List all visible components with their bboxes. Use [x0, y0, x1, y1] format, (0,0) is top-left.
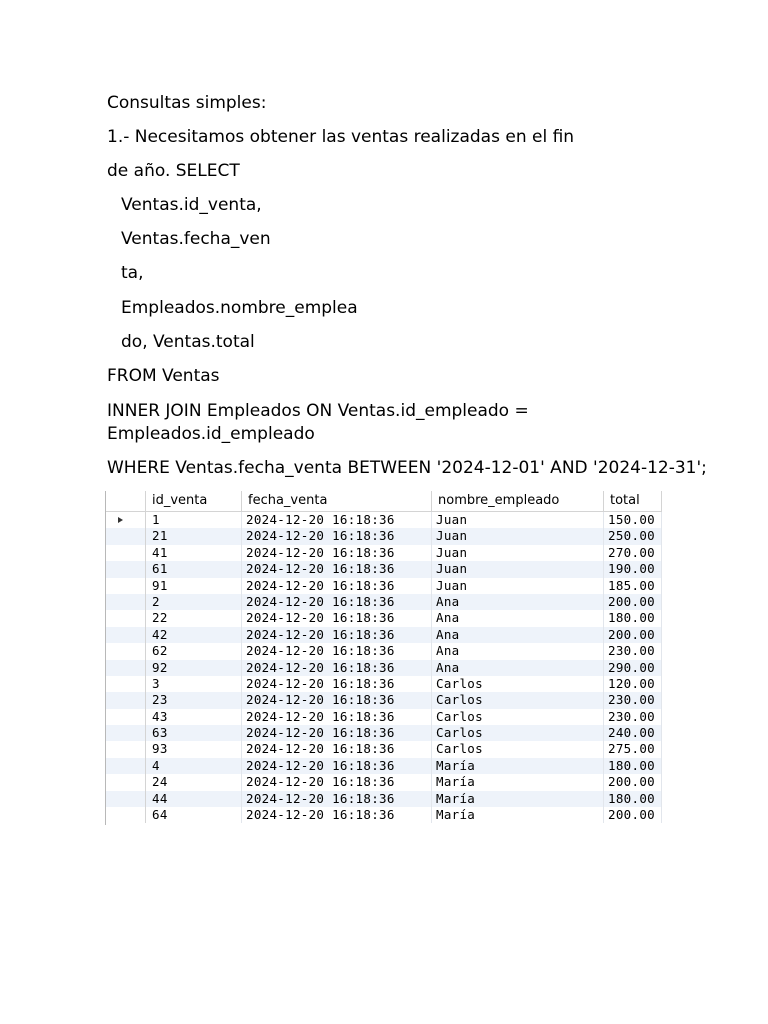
cell-nombre-empleado[interactable]: María: [432, 791, 604, 807]
header-selector: [106, 491, 146, 511]
cell-nombre-empleado[interactable]: Carlos: [432, 676, 604, 692]
sql-select-fecha-1: Ventas.fecha_ven: [121, 229, 271, 249]
row-selector[interactable]: [106, 610, 146, 626]
cell-id-venta[interactable]: 64: [146, 807, 242, 823]
table-row[interactable]: [106, 627, 662, 643]
cell-fecha-venta[interactable]: 2024-12-20 16:18:36: [242, 774, 432, 790]
cell-fecha-venta[interactable]: 2024-12-20 16:18:36: [242, 528, 432, 544]
cell-total[interactable]: 190.00: [604, 561, 662, 577]
table-row[interactable]: [106, 528, 662, 544]
grid-body: [106, 512, 662, 823]
cell-id-venta[interactable]: 91: [146, 578, 242, 594]
table-row[interactable]: [106, 774, 662, 790]
cell-fecha-venta[interactable]: 2024-12-20 16:18:36: [242, 676, 432, 692]
cell-total[interactable]: 200.00: [604, 627, 662, 643]
cell-nombre-empleado[interactable]: Juan: [432, 528, 604, 544]
table-row[interactable]: [106, 561, 662, 577]
row-selector[interactable]: [106, 512, 146, 528]
cell-total[interactable]: 180.00: [604, 610, 662, 626]
cell-total[interactable]: 150.00: [604, 512, 662, 528]
cell-nombre-empleado[interactable]: María: [432, 758, 604, 774]
column-header-total[interactable]: total: [604, 491, 662, 511]
cell-total[interactable]: 270.00: [604, 545, 662, 561]
cell-id-venta[interactable]: 2: [146, 594, 242, 610]
row-selector[interactable]: [106, 741, 146, 757]
cell-nombre-empleado[interactable]: Carlos: [432, 725, 604, 741]
cell-total[interactable]: 250.00: [604, 528, 662, 544]
cell-fecha-venta[interactable]: 2024-12-20 16:18:36: [242, 758, 432, 774]
row-selector[interactable]: [106, 561, 146, 577]
cell-id-venta[interactable]: 44: [146, 791, 242, 807]
row-selector[interactable]: [106, 791, 146, 807]
cell-fecha-venta[interactable]: 2024-12-20 16:18:36: [242, 807, 432, 823]
cell-id-venta[interactable]: 24: [146, 774, 242, 790]
cell-total[interactable]: 230.00: [604, 692, 662, 708]
table-row[interactable]: [106, 545, 662, 561]
cell-id-venta[interactable]: 22: [146, 610, 242, 626]
table-row[interactable]: [106, 676, 662, 692]
column-header-nombre-empleado[interactable]: nombre_empleado: [432, 491, 604, 511]
row-selector[interactable]: [106, 725, 146, 741]
table-row[interactable]: [106, 660, 662, 676]
row-selector[interactable]: [106, 692, 146, 708]
cell-id-venta[interactable]: 42: [146, 627, 242, 643]
sql-where: WHERE Ventas.fecha_venta BETWEEN '2024-12-01' AND '2024-12-31';: [107, 458, 707, 478]
row-selector[interactable]: [106, 545, 146, 561]
question-line-2: de año. SELECT: [107, 161, 240, 181]
cell-nombre-empleado[interactable]: Carlos: [432, 709, 604, 725]
cell-id-venta[interactable]: 63: [146, 725, 242, 741]
cell-id-venta[interactable]: 41: [146, 545, 242, 561]
cell-id-venta[interactable]: 23: [146, 692, 242, 708]
row-selector[interactable]: [106, 774, 146, 790]
row-selector[interactable]: [106, 528, 146, 544]
column-header-id-venta[interactable]: id_venta: [146, 491, 242, 511]
row-selector[interactable]: [106, 709, 146, 725]
cell-total[interactable]: 230.00: [604, 643, 662, 659]
row-selector[interactable]: [106, 676, 146, 692]
cell-fecha-venta[interactable]: 2024-12-20 16:18:36: [242, 660, 432, 676]
cell-fecha-venta[interactable]: 2024-12-20 16:18:36: [242, 578, 432, 594]
cell-fecha-venta[interactable]: 2024-12-20 16:18:36: [242, 610, 432, 626]
cell-nombre-empleado[interactable]: Ana: [432, 610, 604, 626]
sql-join-2: Empleados.id_empleado: [107, 424, 315, 444]
cell-nombre-empleado[interactable]: Carlos: [432, 741, 604, 757]
cell-nombre-empleado[interactable]: Ana: [432, 627, 604, 643]
cell-total[interactable]: 185.00: [604, 578, 662, 594]
row-selector[interactable]: [106, 627, 146, 643]
cell-fecha-venta[interactable]: 2024-12-20 16:18:36: [242, 709, 432, 725]
cell-total[interactable]: 200.00: [604, 807, 662, 823]
cell-nombre-empleado[interactable]: María: [432, 774, 604, 790]
cell-id-venta[interactable]: 3: [146, 676, 242, 692]
cell-fecha-venta[interactable]: 2024-12-20 16:18:36: [242, 741, 432, 757]
cell-nombre-empleado[interactable]: Juan: [432, 545, 604, 561]
table-row[interactable]: [106, 610, 662, 626]
cell-fecha-venta[interactable]: 2024-12-20 16:18:36: [242, 643, 432, 659]
table-row[interactable]: [106, 758, 662, 774]
cell-id-venta[interactable]: 21: [146, 528, 242, 544]
table-row[interactable]: [106, 594, 662, 610]
table-row[interactable]: [106, 791, 662, 807]
row-selector[interactable]: [106, 660, 146, 676]
cell-nombre-empleado[interactable]: Ana: [432, 660, 604, 676]
row-selector[interactable]: [106, 807, 146, 823]
question-line-1: 1.- Necesitamos obtener las ventas realizadas en el fin: [107, 127, 575, 147]
row-selector[interactable]: [106, 594, 146, 610]
cell-id-venta[interactable]: 4: [146, 758, 242, 774]
cell-nombre-empleado[interactable]: Juan: [432, 512, 604, 528]
cell-fecha-venta[interactable]: 2024-12-20 16:18:36: [242, 725, 432, 741]
cell-nombre-empleado[interactable]: Ana: [432, 594, 604, 610]
grid-header: [106, 491, 662, 512]
table-row[interactable]: [106, 741, 662, 757]
cell-nombre-empleado[interactable]: Ana: [432, 643, 604, 659]
sql-from: FROM Ventas: [107, 366, 220, 386]
cell-fecha-venta[interactable]: 2024-12-20 16:18:36: [242, 594, 432, 610]
cell-nombre-empleado[interactable]: Carlos: [432, 692, 604, 708]
cell-total[interactable]: 120.00: [604, 676, 662, 692]
cell-fecha-venta[interactable]: 2024-12-20 16:18:36: [242, 512, 432, 528]
column-header-fecha-venta[interactable]: fecha_venta: [242, 491, 432, 511]
cell-id-venta[interactable]: 1: [146, 512, 242, 528]
cell-id-venta[interactable]: 93: [146, 741, 242, 757]
row-pointer-icon: [118, 517, 123, 523]
cell-nombre-empleado[interactable]: Juan: [432, 578, 604, 594]
sql-select-nombre-2: do, Ventas.total: [121, 332, 255, 352]
table-row[interactable]: [106, 725, 662, 741]
cell-total[interactable]: 200.00: [604, 774, 662, 790]
cell-fecha-venta[interactable]: 2024-12-20 16:18:36: [242, 545, 432, 561]
cell-id-venta[interactable]: 92: [146, 660, 242, 676]
cell-id-venta[interactable]: 61: [146, 561, 242, 577]
sql-join-1: INNER JOIN Empleados ON Ventas.id_empleado =: [107, 401, 529, 421]
cell-fecha-venta[interactable]: 2024-12-20 16:18:36: [242, 627, 432, 643]
cell-total[interactable]: 200.00: [604, 594, 662, 610]
row-selector[interactable]: [106, 643, 146, 659]
sql-select-id: Ventas.id_venta,: [121, 195, 262, 215]
cell-id-venta[interactable]: 62: [146, 643, 242, 659]
sql-select-nombre-1: Empleados.nombre_emplea: [121, 298, 358, 318]
heading: Consultas simples:: [107, 93, 267, 113]
row-selector[interactable]: [106, 578, 146, 594]
cell-total[interactable]: 180.00: [604, 758, 662, 774]
cell-total[interactable]: 275.00: [604, 741, 662, 757]
cell-fecha-venta[interactable]: 2024-12-20 16:18:36: [242, 791, 432, 807]
table-row[interactable]: [106, 709, 662, 725]
table-row[interactable]: [106, 578, 662, 594]
cell-nombre-empleado[interactable]: María: [432, 807, 604, 823]
cell-total[interactable]: 240.00: [604, 725, 662, 741]
row-selector[interactable]: [106, 758, 146, 774]
cell-total[interactable]: 180.00: [604, 791, 662, 807]
cell-total[interactable]: 290.00: [604, 660, 662, 676]
table-row[interactable]: [106, 692, 662, 708]
table-row[interactable]: [106, 807, 662, 823]
cell-nombre-empleado[interactable]: Juan: [432, 561, 604, 577]
cell-fecha-venta[interactable]: 2024-12-20 16:18:36: [242, 561, 432, 577]
table-row[interactable]: [106, 512, 662, 528]
query-result-grid: [105, 491, 662, 825]
cell-fecha-venta[interactable]: 2024-12-20 16:18:36: [242, 692, 432, 708]
cell-id-venta[interactable]: 43: [146, 709, 242, 725]
cell-total[interactable]: 230.00: [604, 709, 662, 725]
table-row[interactable]: [106, 643, 662, 659]
sql-select-fecha-2: ta,: [121, 263, 144, 283]
